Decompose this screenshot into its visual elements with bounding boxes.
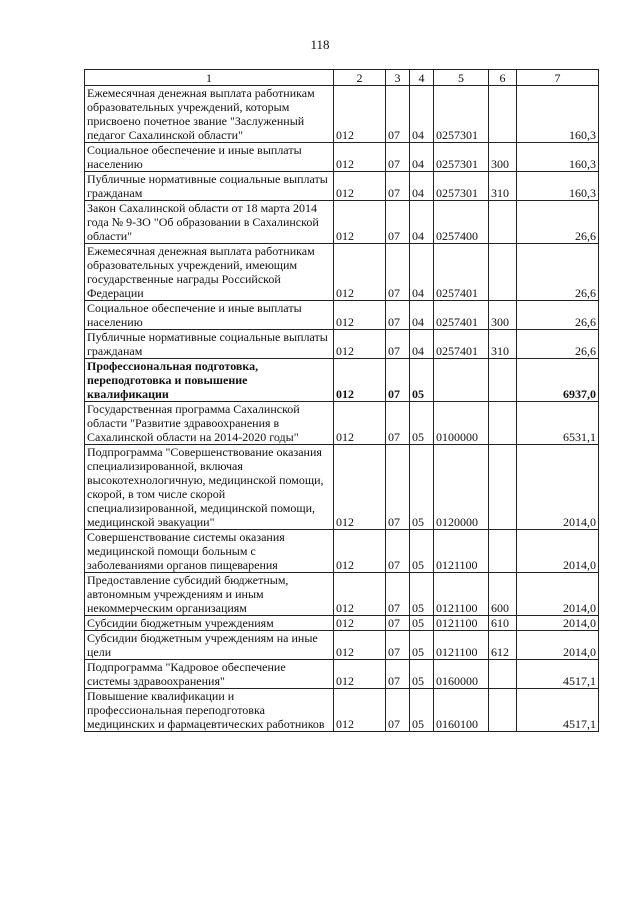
row-target-code: 0257400	[434, 201, 489, 244]
row-subsection-code: 05	[410, 689, 434, 732]
row-target-code: 0121100	[434, 530, 489, 573]
table-row	[85, 631, 599, 660]
row-name: Профессиональная подготовка, переподготовка и повышение квалификации	[85, 359, 334, 402]
row-section-code: 07	[386, 530, 410, 573]
row-section-code: 07	[386, 689, 410, 732]
table-row	[85, 201, 599, 244]
row-subsection-code: 05	[410, 631, 434, 660]
row-target-code: 0100000	[434, 402, 489, 445]
table-row	[85, 301, 599, 330]
row-subsection-code: 05	[410, 530, 434, 573]
row-amount: 4517,1	[517, 689, 599, 732]
header-col-1: 1	[85, 70, 334, 86]
row-amount: 160,3	[517, 172, 599, 201]
row-expense-code: 300	[489, 301, 517, 330]
row-subsection-code: 04	[410, 143, 434, 172]
row-amount: 26,6	[517, 330, 599, 359]
row-name: Совершенствование системы оказания медицинской помощи больным с заболеваниями органов пищеварения	[85, 530, 334, 573]
row-subsection-code: 05	[410, 616, 434, 631]
budget-table	[84, 69, 599, 732]
row-name: Подпрограмма "Кадровое обеспечение системы здравоохранения"	[85, 660, 334, 689]
row-section-code: 07	[386, 359, 410, 402]
header-col-5: 5	[434, 70, 489, 86]
row-ministry-code: 012	[334, 244, 386, 301]
table-row	[85, 86, 599, 143]
row-ministry-code: 012	[334, 201, 386, 244]
row-subsection-code: 05	[410, 359, 434, 402]
row-name: Предоставление субсидий бюджетным, автономным учреждениям и иным некоммерческим организациям	[85, 573, 334, 616]
header-col-7: 7	[517, 70, 599, 86]
row-subsection-code: 05	[410, 573, 434, 616]
row-subsection-code: 04	[410, 201, 434, 244]
row-ministry-code: 012	[334, 445, 386, 530]
row-amount: 26,6	[517, 244, 599, 301]
table-row	[85, 530, 599, 573]
row-target-code: 0120000	[434, 445, 489, 530]
row-amount: 4517,1	[517, 660, 599, 689]
row-expense-code	[489, 660, 517, 689]
row-subsection-code: 04	[410, 301, 434, 330]
row-expense-code: 310	[489, 330, 517, 359]
row-target-code: 0121100	[434, 616, 489, 631]
row-ministry-code: 012	[334, 660, 386, 689]
row-name: Публичные нормативные социальные выплаты гражданам	[85, 172, 334, 201]
row-section-code: 07	[386, 201, 410, 244]
page-number: 118	[310, 37, 330, 52]
table-row	[85, 143, 599, 172]
header-col-6: 6	[489, 70, 517, 86]
row-section-code: 07	[386, 660, 410, 689]
row-target-code: 0121100	[434, 631, 489, 660]
row-subsection-code: 05	[410, 660, 434, 689]
row-section-code: 07	[386, 445, 410, 530]
row-expense-code	[489, 86, 517, 143]
row-section-code: 07	[386, 244, 410, 301]
row-name: Субсидии бюджетным учреждениям	[85, 616, 334, 631]
row-expense-code	[489, 402, 517, 445]
row-expense-code	[489, 530, 517, 573]
row-target-code: 0160000	[434, 660, 489, 689]
row-target-code: 0257301	[434, 86, 489, 143]
row-expense-code	[489, 201, 517, 244]
row-section-code: 07	[386, 402, 410, 445]
row-section-code: 07	[386, 143, 410, 172]
row-name: Субсидии бюджетным учреждениям на иные цели	[85, 631, 334, 660]
row-ministry-code: 012	[334, 143, 386, 172]
row-name: Ежемесячная денежная выплата работникам образовательных учреждений, имеющим государственные награды Российской Федерации	[85, 244, 334, 301]
row-ministry-code: 012	[334, 86, 386, 143]
row-section-code: 07	[386, 172, 410, 201]
row-amount: 6531,1	[517, 402, 599, 445]
table-row-section-total	[85, 359, 599, 402]
row-ministry-code: 012	[334, 616, 386, 631]
row-expense-code: 612	[489, 631, 517, 660]
row-target-code: 0257301	[434, 143, 489, 172]
row-section-code: 07	[386, 301, 410, 330]
row-expense-code	[489, 359, 517, 402]
row-target-code	[434, 359, 489, 402]
row-ministry-code: 012	[334, 631, 386, 660]
row-expense-code	[489, 445, 517, 530]
row-section-code: 07	[386, 616, 410, 631]
row-target-code: 0121100	[434, 573, 489, 616]
row-target-code: 0257401	[434, 301, 489, 330]
row-name: Государственная программа Сахалинской области "Развитие здравоохранения в Сахалинской области на 2014-2020 годы"	[85, 402, 334, 445]
row-amount: 6937,0	[517, 359, 599, 402]
row-subsection-code: 05	[410, 445, 434, 530]
row-target-code: 0257401	[434, 244, 489, 301]
table-row	[85, 172, 599, 201]
table-row	[85, 689, 599, 732]
row-amount: 2014,0	[517, 530, 599, 573]
table-row	[85, 445, 599, 530]
row-name: Повышение квалификации и профессиональная переподготовка медицинских и фармацевтических работников	[85, 689, 334, 732]
row-section-code: 07	[386, 631, 410, 660]
table-row	[85, 616, 599, 631]
row-section-code: 07	[386, 573, 410, 616]
row-target-code: 0160100	[434, 689, 489, 732]
row-name: Социальное обеспечение и иные выплаты населению	[85, 301, 334, 330]
header-col-4: 4	[410, 70, 434, 86]
row-subsection-code: 04	[410, 330, 434, 359]
table-row	[85, 402, 599, 445]
table-row	[85, 330, 599, 359]
row-subsection-code: 04	[410, 244, 434, 301]
row-expense-code: 300	[489, 143, 517, 172]
row-subsection-code: 04	[410, 86, 434, 143]
table-row	[85, 660, 599, 689]
row-ministry-code: 012	[334, 689, 386, 732]
row-amount: 26,6	[517, 201, 599, 244]
row-amount: 26,6	[517, 301, 599, 330]
row-amount: 2014,0	[517, 445, 599, 530]
row-expense-code: 310	[489, 172, 517, 201]
row-target-code: 0257301	[434, 172, 489, 201]
row-subsection-code: 04	[410, 172, 434, 201]
row-section-code: 07	[386, 330, 410, 359]
row-name: Ежемесячная денежная выплата работникам образовательных учреждений, которым присвоено почетное звание "Заслуженный педагог Сахалинской области"	[85, 86, 334, 143]
row-ministry-code: 012	[334, 530, 386, 573]
row-expense-code: 600	[489, 573, 517, 616]
header-col-3: 3	[386, 70, 410, 86]
header-col-2: 2	[334, 70, 386, 86]
row-target-code: 0257401	[434, 330, 489, 359]
row-amount: 160,3	[517, 86, 599, 143]
row-amount: 2014,0	[517, 616, 599, 631]
table-row	[85, 573, 599, 616]
row-expense-code	[489, 244, 517, 301]
row-ministry-code: 012	[334, 402, 386, 445]
row-amount: 160,3	[517, 143, 599, 172]
row-subsection-code: 05	[410, 402, 434, 445]
row-name: Публичные нормативные социальные выплаты гражданам	[85, 330, 334, 359]
table-row	[85, 244, 599, 301]
header-row	[85, 70, 599, 86]
row-expense-code: 610	[489, 616, 517, 631]
row-ministry-code: 012	[334, 172, 386, 201]
row-name: Закон Сахалинской области от 18 марта 2014 года № 9-ЗО "Об образовании в Сахалинской области"	[85, 201, 334, 244]
row-name: Подпрограмма "Совершенствование оказания специализированной, включая высокотехнологичную, медицинской помощи, скорой, в том числе скорой специализированной, медицинской помощи, медицинской эвакуации"	[85, 445, 334, 530]
row-amount: 2014,0	[517, 631, 599, 660]
row-section-code: 07	[386, 86, 410, 143]
row-ministry-code: 012	[334, 359, 386, 402]
row-ministry-code: 012	[334, 301, 386, 330]
row-ministry-code: 012	[334, 330, 386, 359]
row-ministry-code: 012	[334, 573, 386, 616]
row-amount: 2014,0	[517, 573, 599, 616]
row-expense-code	[489, 689, 517, 732]
row-name: Социальное обеспечение и иные выплаты населению	[85, 143, 334, 172]
